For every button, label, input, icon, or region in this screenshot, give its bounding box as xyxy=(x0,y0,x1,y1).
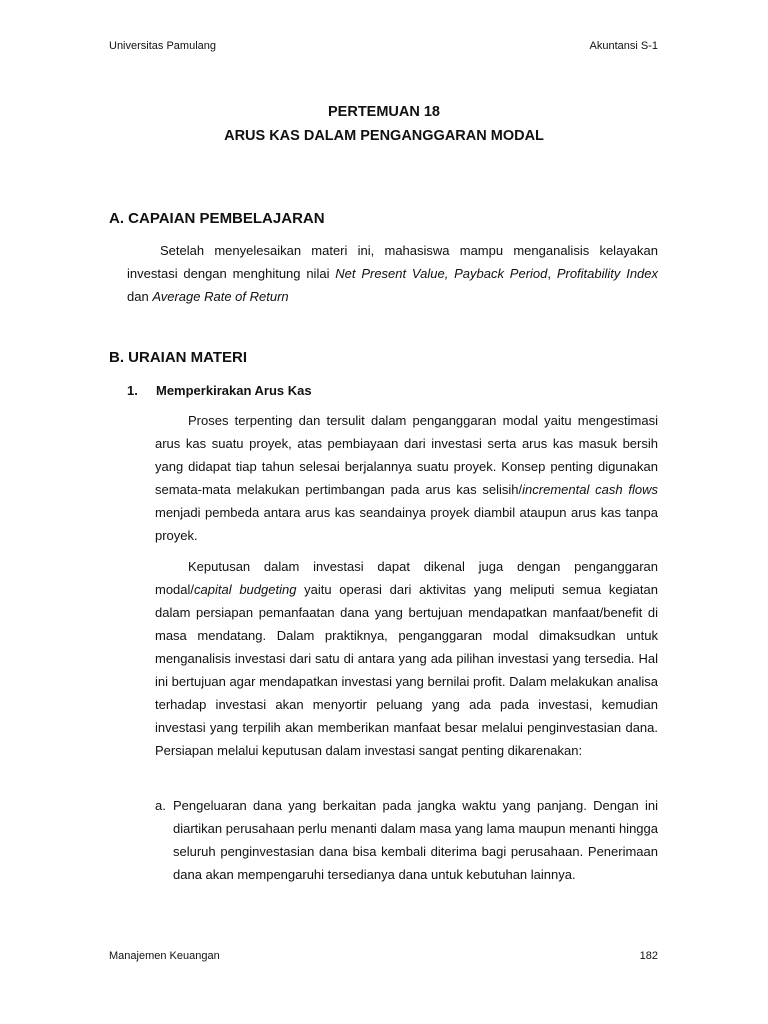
outcome-text-2: , xyxy=(547,266,557,281)
outcome-italic-3: Average Rate of Return xyxy=(152,289,289,304)
para2-text-b: yaitu operasi dari aktivitas yang meliputi semua kegiatan dalam persiapan pemanfaatan dana yang bertujuan mendapatkan manfaat/benefit di masa mendatang. Dalam praktiknya, penganggaran modal dimaksudkan untuk menganalisis investasi dari satu di antara yang ada pilihan investasi yang tersedia. Hal ini bertujuan agar mendapatkan investasi yang bernilai profit. Dalam melakukan analisa terhadap investasi akan menyortir peluang yang ada pada investasi, kemudian investasi yang terpilih akan memberikan manfaat besar melalui penginvestasian dana. Persiapan melalui keputusan dalam investasi sangat penting dikarenakan: xyxy=(155,582,658,758)
outcome-text-1: Setelah menyelesaikan materi ini, mahasiswa mampu menganalisis kelayakan investasi dengan menghitung nilai xyxy=(127,243,658,281)
footer-course: Manajemen Keuangan xyxy=(109,950,220,962)
page-number: 182 xyxy=(639,950,658,962)
outcome-italic-2: Profitability Index xyxy=(556,266,659,281)
list-marker: a. xyxy=(155,798,166,813)
subsection-number: 1. xyxy=(127,383,138,398)
list-item-a xyxy=(155,794,658,886)
meeting-title: PERTEMUAN 18 xyxy=(328,104,440,120)
chapter-title: ARUS KAS DALAM PENGANGGARAN MODAL xyxy=(224,128,544,144)
paragraph-arus-kas xyxy=(155,409,658,547)
paragraph-capital-budgeting xyxy=(155,555,658,762)
subsection-title: Memperkirakan Arus Kas xyxy=(156,383,312,398)
outcome-italic-1: Net Present Value, Payback Period xyxy=(335,266,548,281)
header-program: Akuntansi S-1 xyxy=(589,40,658,52)
para2-text-a: Keputusan dalam investasi dapat dikenal juga dengan penganggaran modal/ xyxy=(155,559,658,597)
subsection-1-heading xyxy=(127,383,312,398)
learning-outcome-paragraph xyxy=(127,239,658,308)
section-b-heading: B. URAIAN MATERI xyxy=(109,349,248,366)
list-item-text: Pengeluaran dana yang berkaitan pada jangka waktu yang panjang. Dengan ini diartikan perusahaan perlu menanti dalam masa yang lama maupun menanti hingga seluruh penginvestasian dana bisa kembali diterima bagi perusahaan. Penerimaan dana akan mempengaruhi tersedianya dana untuk kebutuhan lainnya. xyxy=(173,798,658,882)
para1-text-a: Proses terpenting dan tersulit dalam penganggaran modal yaitu mengestimasi arus kas suatu proyek, atas pembiayaan dari investasi serta arus kas masuk bersih yang didapat tiap tahun selesai berjalannya suatu proyek. Konsep penting digunakan semata-mata melakukan pertimbangan pada arus kas selisih/ xyxy=(155,413,658,497)
para1-italic: incremental cash flows xyxy=(522,482,658,497)
para1-text-b: menjadi pembeda antara arus kas seandainya proyek diambil ataupun arus kas tanpa proyek. xyxy=(155,505,658,543)
para2-italic: capital budgeting xyxy=(194,582,297,597)
section-a-heading: A. CAPAIAN PEMBELAJARAN xyxy=(109,210,325,227)
header-institution: Universitas Pamulang xyxy=(109,40,216,52)
outcome-text-3: dan xyxy=(127,289,153,304)
